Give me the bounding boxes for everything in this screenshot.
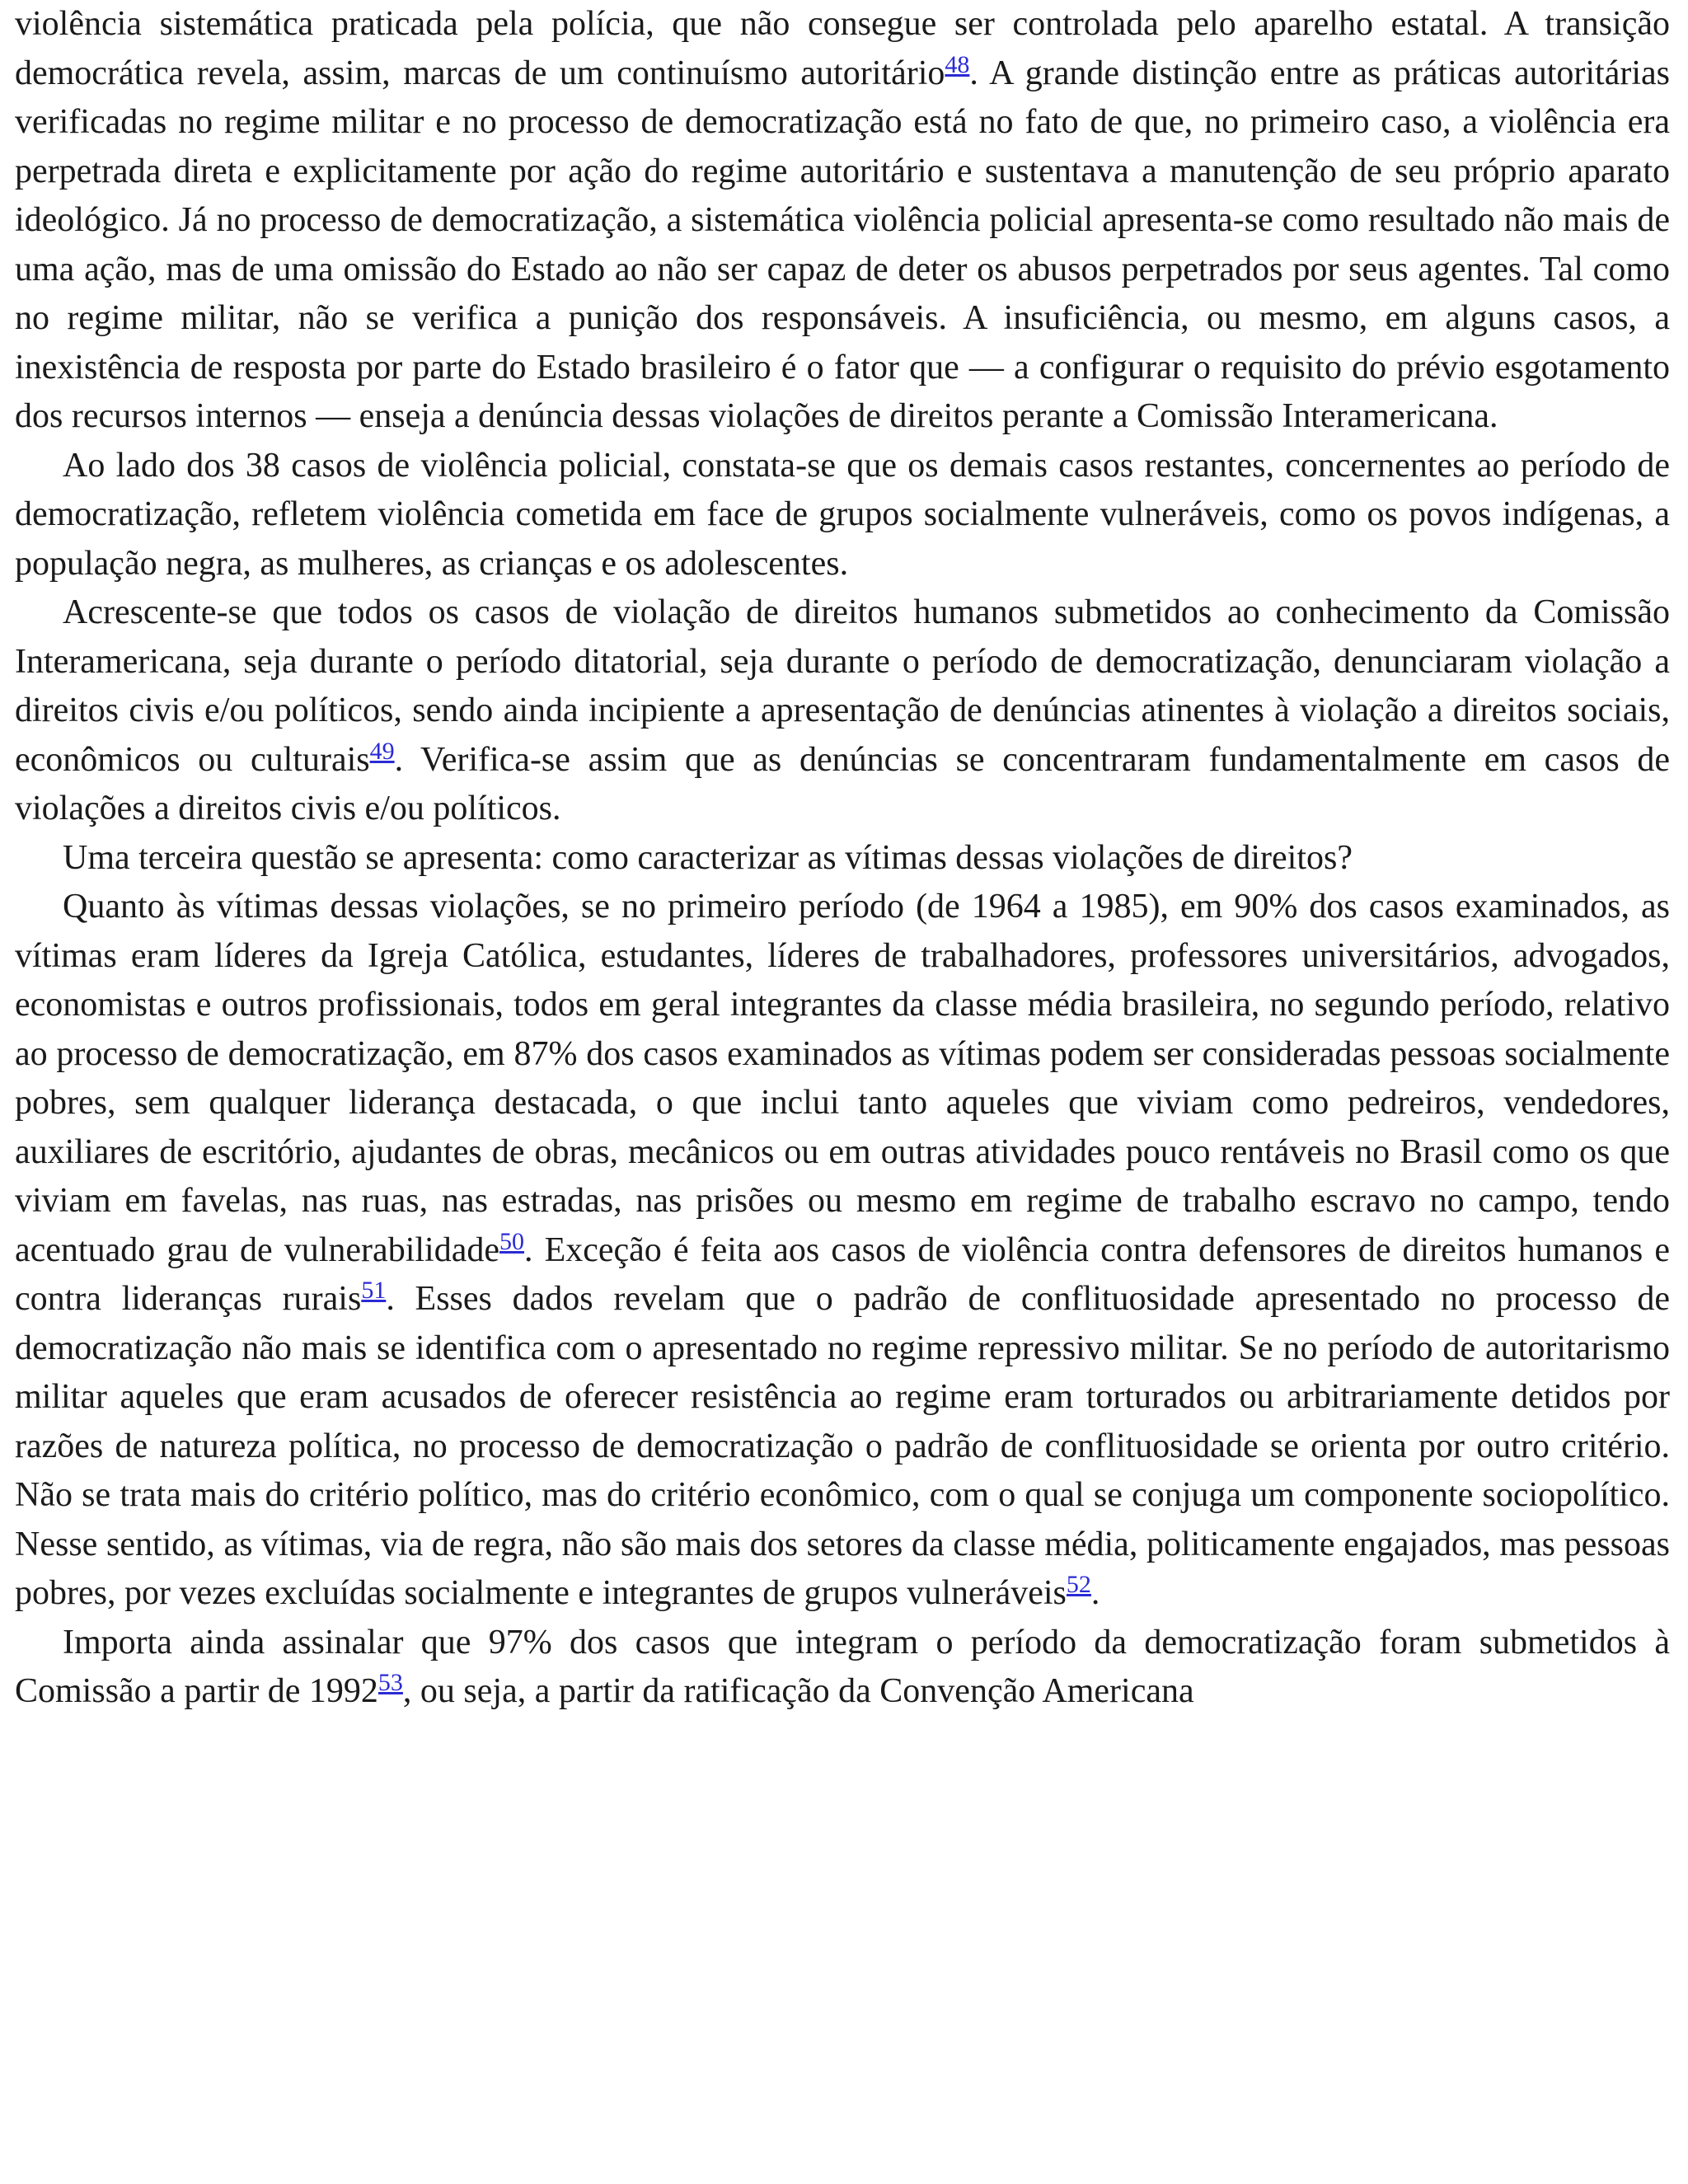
document-page: [15, 0, 1670, 1717]
paragraph-text: , ou seja, a partir da ratificação da Convenção Americana: [402, 1672, 1194, 1710]
paragraph-text: Uma terceira questão se apresenta: como caracterizar as vítimas dessas violações de direitos?: [63, 838, 1353, 877]
paragraph-text: Importa ainda assinalar que 97% dos casos que integram o período da democratização foram submetidos à Comissão a partir de 1992: [15, 1623, 1670, 1710]
body-paragraph: [15, 588, 1670, 834]
footnote-link[interactable]: 52: [1066, 1571, 1091, 1598]
paragraph-text: . Exceção é feita aos casos de violência contra defensores de direitos humanos e contra lideranças rurais: [15, 1230, 1670, 1318]
body-paragraph: [15, 0, 1670, 442]
footnote-link[interactable]: 48: [945, 50, 970, 78]
paragraph-text: .: [1090, 1574, 1100, 1612]
paragraph-text: . A grande distinção entre as práticas autoritárias verificadas no regime militar e no processo de democratização está no fato de que, no primeiro caso, a violência era perpetrada direta e explicitamente por ação do regime autoritário e sustentava a manutenção de seu próprio aparato ideológico. Já no processo de democratização, a sistemática violência policial apresenta-se como resultado não mais de uma ação, mas de uma omissão do Estado ao não ser capaz de deter os abusos perpetrados por seus agentes. Tal como no regime militar, não se verifica a punição dos responsáveis. A insuficiência, ou mesmo, em alguns casos, a inexistência de resposta por parte do Estado brasileiro é o fator que — a configurar o requisito do prévio esgotamento dos recursos internos — enseja a denúncia dessas violações de direitos perante a Comissão Interamericana.: [15, 54, 1670, 435]
paragraph-text: . Esses dados revelam que o padrão de conflituosidade apresentado no processo de democratização não mais se identifica com o apresentado no regime repressivo militar. Se no período de autoritarismo militar aqueles que eram acusados de oferecer resistência ao regime eram torturados ou arbitrariamente detidos por razões de natureza política, no processo de democratização o padrão de conflituosidade se orienta por outro critério. Não se trata mais do critério político, mas do critério econômico, com o qual se conjuga um componente sociopolítico. Nesse sentido, as vítimas, via de regra, não são mais dos setores da classe média, politicamente engajados, mas pessoas pobres, por vezes excluídas socialmente e integrantes de grupos vulneráveis: [15, 1280, 1671, 1612]
paragraph-text: Ao lado dos 38 casos de violência policial, constata-se que os demais casos restantes, concernentes ao período de democratização, refletem violência cometida em face de grupos socialmente vulneráveis, como os povos indígenas, a população negra, as mulheres, as crianças e os adolescentes.: [15, 446, 1670, 583]
paragraph-text: Quanto às vítimas dessas violações, se no primeiro período (de 1964 a 1985), em 90% dos casos examinados, as vítimas eram líderes da Igreja Católica, estudantes, líderes de trabalhadores, professores universitários, advogados, economistas e outros profissionais, todos em geral integrantes da classe média brasileira, no segundo período, relativo ao processo de democratização, em 87% dos casos examinados as vítimas podem ser consideradas pessoas socialmente pobres, sem qualquer liderança destacada, o que inclui tanto aqueles que viviam como pedreiros, vendedores, auxiliares de escritório, ajudantes de obras, mecânicos ou em outras atividades pouco rentáveis no Brasil como os que viviam em favelas, nas ruas, nas estradas, nas prisões ou mesmo em regime de trabalho escravo no campo, tendo acentuado grau de vulnerabilidade: [15, 888, 1670, 1269]
paragraph-text: Acrescente-se que todos os casos de violação de direitos humanos submetidos ao conhecimento da Comissão Interamericana, seja durante o período ditatorial, seja durante o período de democratização, denunciaram violação a direitos civis e/ou políticos, sendo ainda incipiente a apresentação de denúncias atinentes à violação a direitos sociais, econômicos ou culturais: [15, 593, 1670, 779]
body-paragraph: [15, 883, 1670, 1619]
footnote-link[interactable]: 53: [377, 1669, 403, 1696]
footnote-link[interactable]: 51: [361, 1277, 387, 1304]
footnote-link[interactable]: 49: [369, 737, 395, 765]
body-paragraph: [15, 1619, 1670, 1717]
paragraph-text: violência sistemática praticada pela polícia, que não consegue ser controlada pelo aparelho estatal. A transição democrática revela, assim, marcas de um continuísmo autoritário: [15, 5, 1670, 92]
body-paragraph: [15, 442, 1670, 589]
paragraph-text: . Verifica-se assim que as denúncias se concentraram fundamentalmente em casos de violações a direitos civis e/ou políticos.: [15, 740, 1670, 827]
footnote-link[interactable]: 50: [499, 1227, 524, 1255]
body-paragraph: [15, 834, 1670, 883]
